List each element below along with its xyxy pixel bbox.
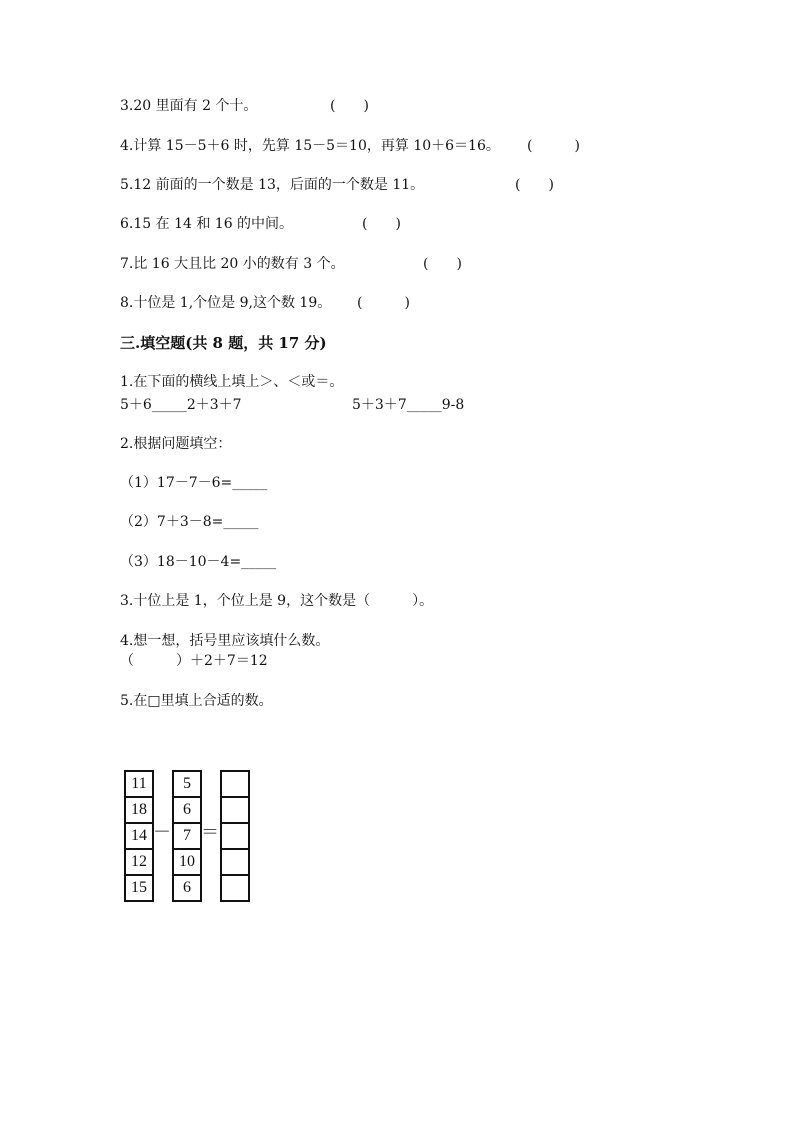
fill-q2-c[interactable]: （3）18－10－4=_____ <box>120 554 277 570</box>
result-box[interactable] <box>222 824 248 850</box>
fill-q4-equation[interactable]: （ ）＋2＋7＝12 <box>120 653 268 669</box>
answer-blank-7[interactable]: ( ) <box>423 256 462 272</box>
minuend-cell: 18 <box>126 798 152 824</box>
subtrahend-cell: 5 <box>174 772 200 798</box>
minuend-column <box>124 770 154 902</box>
result-box[interactable] <box>222 876 248 902</box>
fill-q4-title: 4.想一想，括号里应该填什么数。 <box>120 633 330 649</box>
subtrahend-cell: 6 <box>174 798 200 824</box>
subtrahend-column <box>172 770 202 902</box>
result-box[interactable] <box>222 772 248 798</box>
minuend-cell: 11 <box>126 772 152 798</box>
fill-q1-title: 1.在下面的横线上填上＞、＜或＝。 <box>120 374 344 390</box>
fill-q5-title: 5.在□里填上合适的数。 <box>120 693 273 709</box>
judge-item-3: 3.20 里面有 2 个十。 <box>120 98 258 114</box>
minuend-cell: 15 <box>126 876 152 902</box>
result-column <box>220 770 250 902</box>
judge-item-8: 8.十位是 1,个位是 9,这个数 19。 <box>120 295 332 311</box>
judge-item-7: 7.比 16 大且比 20 小的数有 3 个。 <box>120 256 345 272</box>
answer-blank-4[interactable]: ( ) <box>527 138 580 154</box>
fill-q1-right[interactable]: 5＋3＋7_____9-8 <box>352 397 465 413</box>
judge-item-6: 6.15 在 14 和 16 的中间。 <box>120 216 294 232</box>
answer-blank-3[interactable]: ( ) <box>330 98 369 114</box>
minuend-cell: 12 <box>126 850 152 876</box>
fill-q1-left[interactable]: 5＋6_____2＋3＋7 <box>120 397 242 413</box>
subtrahend-cell: 10 <box>174 850 200 876</box>
fill-q2-a[interactable]: （1）17－7－6=_____ <box>120 475 268 491</box>
subtrahend-cell: 7 <box>174 824 200 850</box>
result-box[interactable] <box>222 850 248 876</box>
fill-q2-title: 2.根据问题填空： <box>120 436 232 452</box>
judge-item-5: 5.12 前面的一个数是 13，后面的一个数是 11。 <box>120 177 425 193</box>
equals-sign: ＝ <box>201 822 219 843</box>
minuend-cell: 14 <box>126 824 152 850</box>
answer-blank-5[interactable]: ( ) <box>515 177 554 193</box>
section-heading: 三.填空题(共 8 题，共 17 分) <box>120 334 327 352</box>
fill-q2-b[interactable]: （2）7＋3－8=_____ <box>120 514 259 530</box>
fill-q3[interactable]: 3.十位上是 1，个位上是 9，这个数是（ ）。 <box>120 593 434 609</box>
answer-blank-6[interactable]: ( ) <box>362 216 401 232</box>
minus-sign: － <box>153 822 171 843</box>
subtrahend-cell: 6 <box>174 876 200 902</box>
result-box[interactable] <box>222 798 248 824</box>
answer-blank-8[interactable]: ( ) <box>357 295 410 311</box>
judge-item-4: 4.计算 15－5＋6 时，先算 15－5＝10，再算 10＋6＝16。 <box>120 138 500 154</box>
